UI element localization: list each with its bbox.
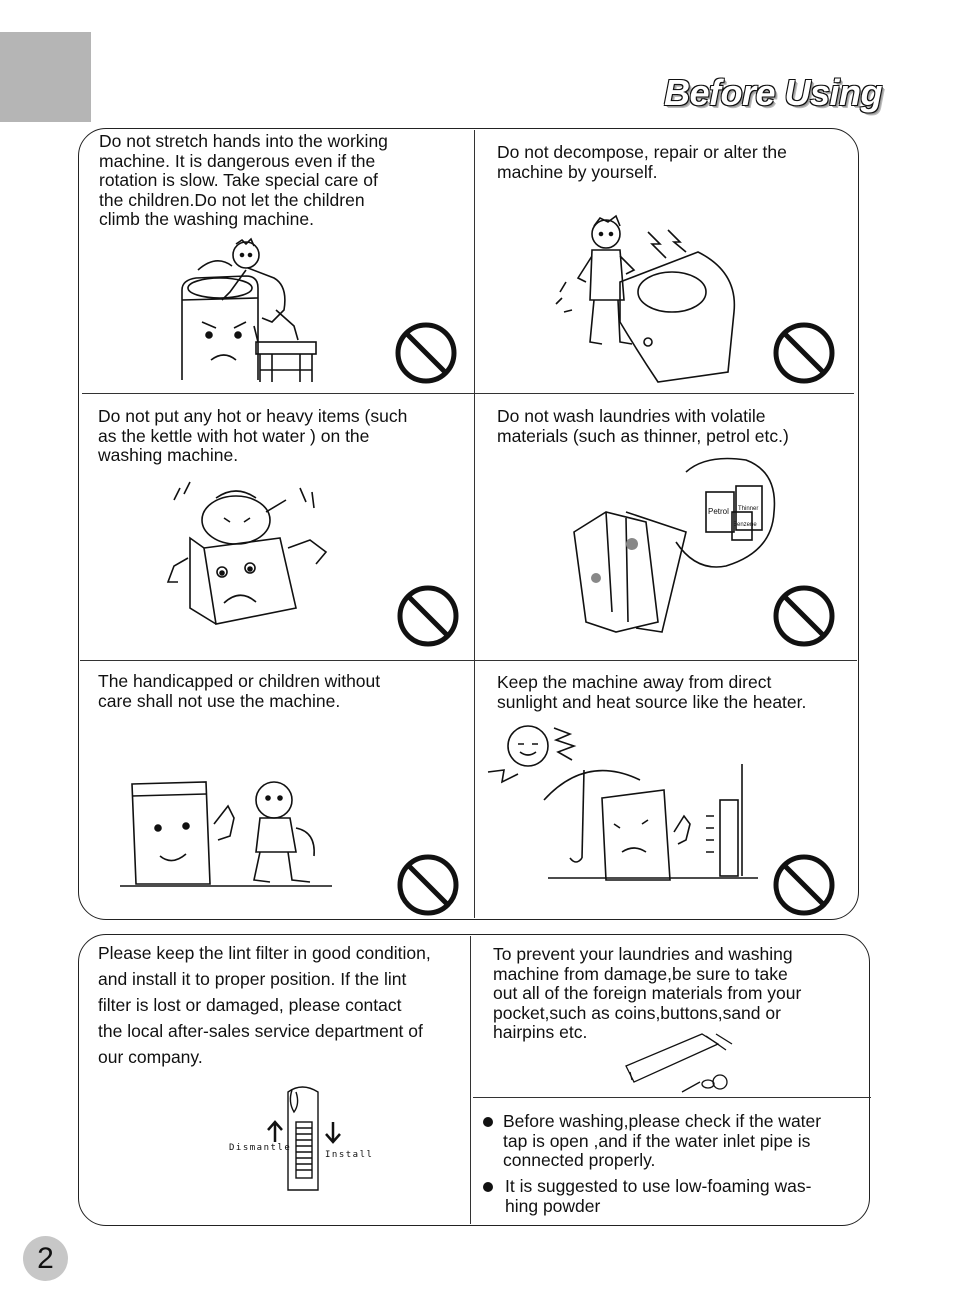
dismantle-label: Dismantle bbox=[229, 1143, 292, 1153]
page-title: Before Using bbox=[663, 72, 882, 113]
prohibition-sign-icon bbox=[395, 322, 457, 384]
page-number: 2 bbox=[23, 1236, 68, 1281]
thinner-label: Thinner bbox=[738, 506, 759, 512]
warning-handicapped-text: The handicapped or children without care shall not use the machine. bbox=[98, 671, 381, 711]
benzene-label: Benzene bbox=[733, 522, 757, 528]
warning-repair-text: Do not decompose, repair or alter the machine by yourself. bbox=[497, 142, 787, 182]
lint-filter-text: Please keep the lint filter in good condition, and install it to proper position. If the lint filter is lost or damaged, please contact the local after-sales service department of our company. bbox=[98, 943, 431, 1067]
corner-block bbox=[0, 32, 91, 122]
kettle-on-machine-illustration bbox=[160, 478, 340, 628]
tips-divider-vertical bbox=[470, 936, 471, 1224]
panel-divider-row2 bbox=[80, 660, 857, 661]
clothes-volatile-illustration bbox=[566, 452, 778, 634]
panel-divider-vertical bbox=[474, 130, 475, 918]
panel-divider-row1 bbox=[82, 393, 854, 394]
prohibition-sign-icon bbox=[397, 585, 459, 647]
foreign-materials-text: To prevent your laundries and washing machine from damage,be sure to take out all of the foreign materials from your pocket,such as coins,buttons,sand or hairpins etc. bbox=[493, 944, 802, 1042]
warning-hot-items-text: Do not put any hot or heavy items (such as the kettle with hot water ) on the washing machine. bbox=[98, 406, 408, 465]
arrow-down-icon bbox=[324, 1120, 342, 1144]
sun-and-heater-illustration bbox=[484, 720, 758, 882]
pocket-items-illustration bbox=[622, 1030, 744, 1096]
warning-hands-text: Do not stretch hands into the working machine. It is dangerous even if the rotation is slow. Take special care of the children.Do not let the children climb the washing machine. bbox=[99, 131, 388, 229]
petrol-label: Petrol bbox=[708, 507, 729, 516]
child-climbing-machine-illustration bbox=[176, 230, 326, 385]
warning-sunlight-text: Keep the machine away from direct sunlight and heat source like the heater. bbox=[497, 672, 807, 712]
prohibition-sign-icon bbox=[773, 322, 835, 384]
arrow-up-icon bbox=[266, 1120, 284, 1144]
bullet-text: It is suggested to use low-foaming was- hing powder bbox=[505, 1176, 812, 1216]
prohibition-sign-icon bbox=[397, 854, 459, 916]
install-label: Install bbox=[325, 1150, 374, 1160]
machine-and-child-illustration bbox=[120, 776, 332, 888]
man-repairing-illustration bbox=[548, 212, 748, 387]
bullet-dot-icon bbox=[483, 1182, 493, 1192]
bullet-text: Before washing,please check if the water tap is open ,and if the water inlet pipe is connected properly. bbox=[503, 1111, 822, 1170]
bullet-dot-icon bbox=[483, 1117, 493, 1127]
prohibition-sign-icon bbox=[773, 585, 835, 647]
warning-volatile-text: Do not wash laundries with volatile materials (such as thinner, petrol etc.) bbox=[497, 406, 789, 446]
prohibition-sign-icon bbox=[773, 854, 835, 916]
tips-divider-horizontal bbox=[473, 1097, 871, 1098]
